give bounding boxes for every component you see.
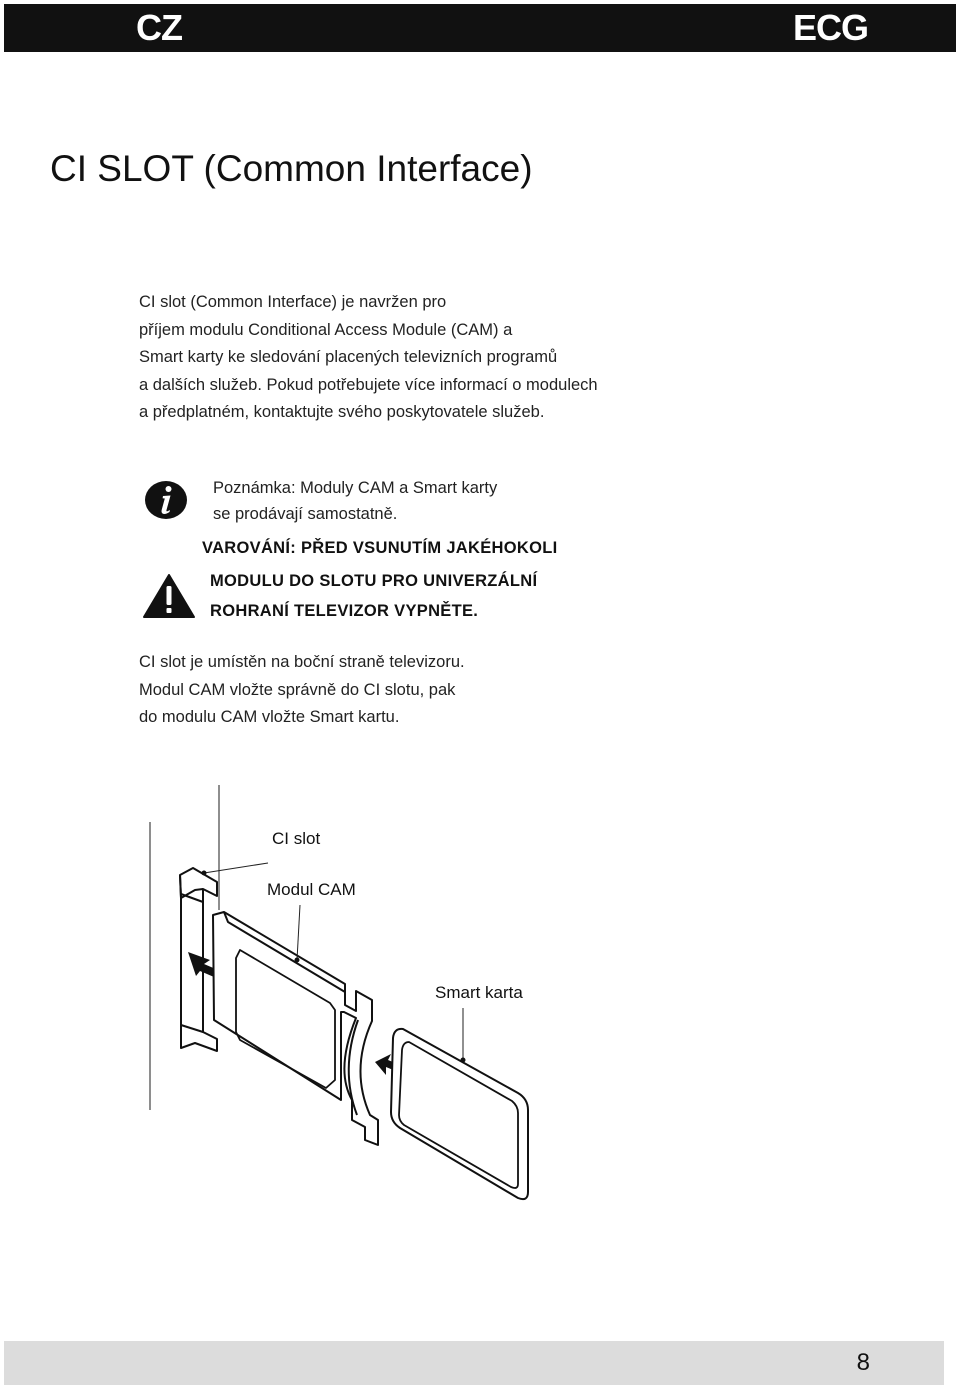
intro-line: a dalších služeb. Pokud potřebujete více informací o modulech (139, 375, 598, 394)
location-paragraph (139, 649, 465, 732)
smart-card-shape (391, 1029, 528, 1199)
label-smart-card: Smart karta (435, 983, 523, 1002)
label-cam-module: Modul CAM (267, 880, 356, 899)
intro-paragraph (139, 289, 598, 427)
note-line: se prodávají samostatně. (213, 505, 398, 523)
warning-box (202, 533, 558, 626)
location-line: do modulu CAM vložte Smart kartu. (139, 708, 400, 726)
intro-line: Smart karty ke sledování placených televizních programů (139, 348, 558, 366)
page-number: 8 (856, 1349, 870, 1376)
intro-line: příjem modulu Conditional Access Module (CAM) a (139, 320, 513, 339)
header-bar (4, 4, 956, 52)
page-title: CI SLOT (Common Interface) (50, 148, 533, 189)
cam-module-shape (213, 912, 378, 1145)
language-code: CZ (136, 7, 182, 48)
intro-line: CI slot (Common Interface) je navržen pro (139, 293, 447, 311)
footer-bar (4, 1341, 944, 1385)
warning-triangle-icon (142, 573, 196, 619)
warning-line: MODULU DO SLOTU PRO UNIVERZÁLNÍ (210, 572, 538, 590)
location-line: CI slot je umístěn na boční straně televizoru. (139, 653, 465, 671)
warning-line: VAROVÁNÍ: PŘED VSUNUTÍM JAKÉHOKOLI (202, 539, 558, 557)
brand-logo: ECG (792, 7, 868, 48)
info-icon (144, 480, 188, 520)
intro-line: a předplatném, kontaktujte svého poskytovatele služeb. (139, 403, 545, 421)
label-ci-slot: CI slot (272, 829, 321, 848)
note-box (213, 475, 497, 527)
warning-line: ROHRANÍ TELEVIZOR VYPNĚTE. (210, 602, 479, 620)
note-line: Poznámka: Moduly CAM a Smart karty (213, 479, 498, 497)
location-line: Modul CAM vložte správně do CI slotu, pak (139, 680, 456, 699)
ci-slot-diagram (0, 770, 960, 1250)
